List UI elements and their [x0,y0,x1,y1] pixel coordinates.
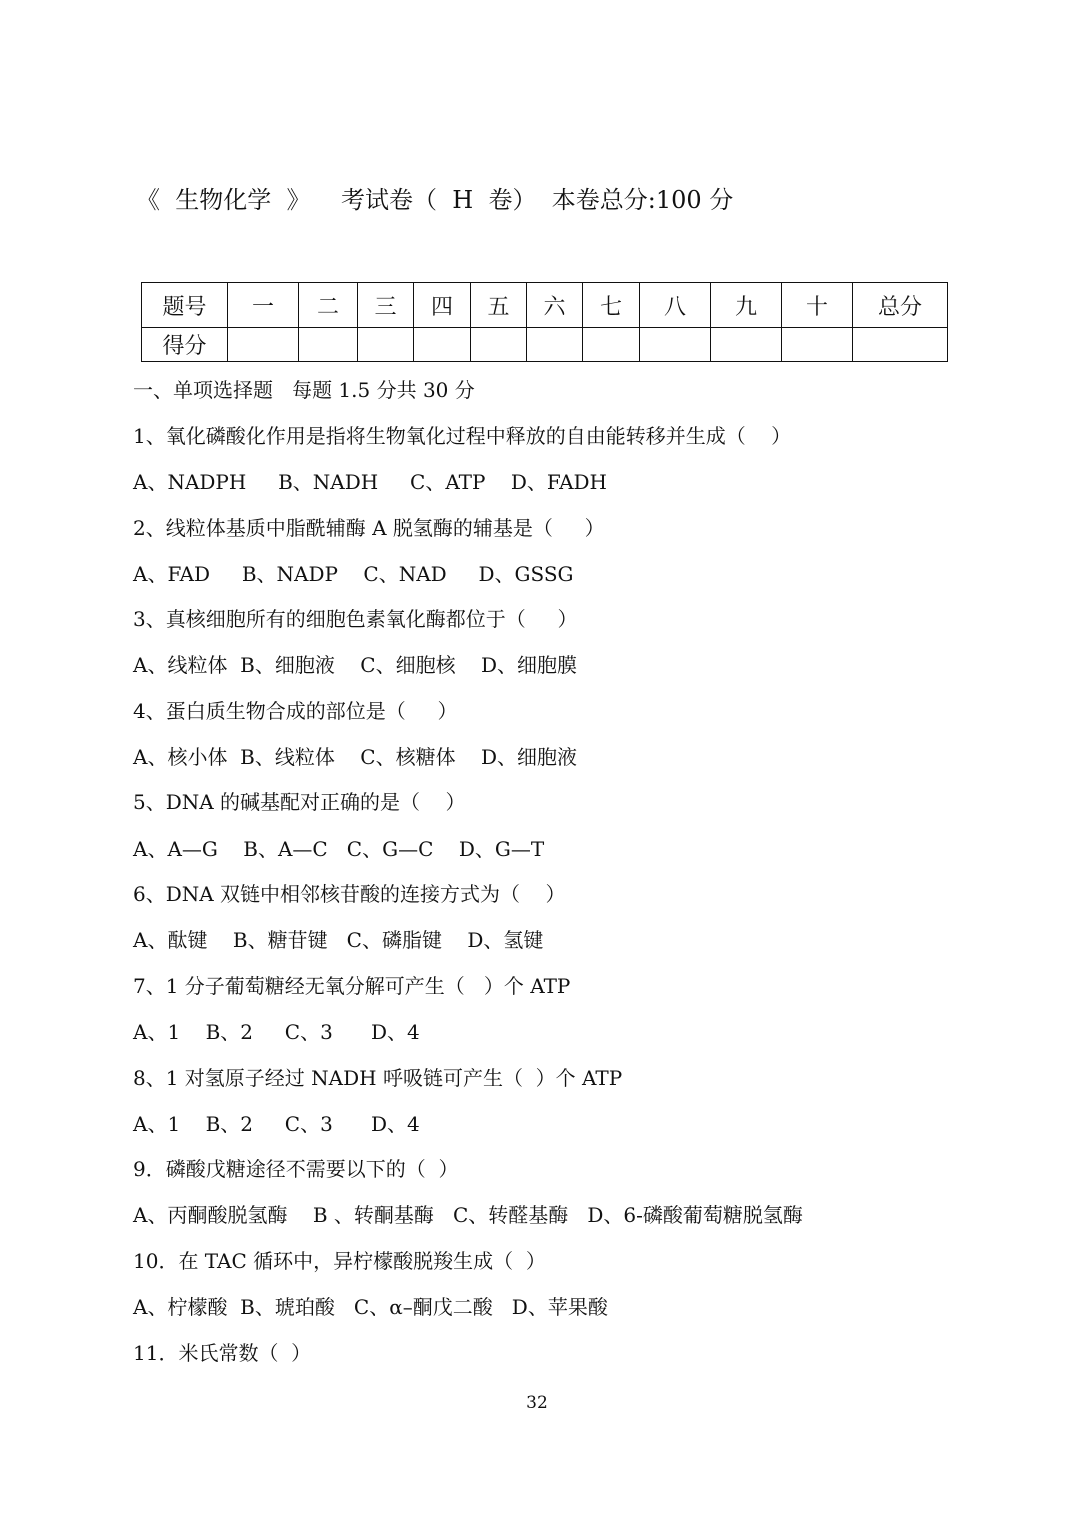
score-header-cell: 九 [711,283,782,328]
score-header-cell: 三 [358,283,414,328]
exam-title: 《 生物化学 》 考试卷（ H 卷） 本卷总分:100 分 [136,186,734,214]
question-text: 10．在 TAC 循环中，异柠檬酸脱羧生成（ ） [133,1249,546,1273]
score-header-cell: 题号 [142,283,228,328]
answer-options: A、A—G B、A—C C、G—C D、G—T [133,837,545,861]
question-text: 4、蛋白质生物合成的部位是（ ） [133,699,458,723]
score-cell [228,328,299,362]
score-header-cell: 七 [583,283,640,328]
score-table-header-row [142,283,948,328]
section-heading: 一、单项选择题 每题 1.5 分共 30 分 [133,378,475,402]
score-cell [853,328,948,362]
question-text: 7、1 分子葡萄糖经无氧分解可产生（ ）个 ATP [133,974,571,998]
answer-options: A、柠檬酸 B、琥珀酸 C、α–酮戊二酸 D、苹果酸 [133,1295,608,1319]
answer-options: A、1 B、2 C、3 D、4 [133,1020,420,1044]
question-text: 9．磷酸戊糖途径不需要以下的（ ） [133,1157,459,1181]
answer-options: A、线粒体 B、细胞液 C、细胞核 D、细胞膜 [133,653,578,677]
answer-options: A、FAD B、NADP C、NAD D、GSSG [133,562,574,586]
score-cell [471,328,527,362]
page-number: 32 [526,1393,548,1413]
question-text: 5、DNA 的碱基配对正确的是（ ） [133,790,466,814]
score-cell [640,328,711,362]
question-text: 11．米氏常数（ ） [133,1341,312,1365]
question-text: 6、DNA 双链中相邻核苷酸的连接方式为（ ） [133,882,566,906]
score-header-cell: 二 [299,283,358,328]
question-text: 3、真核细胞所有的细胞色素氧化酶都位于（ ） [133,607,578,631]
score-header-cell: 一 [228,283,299,328]
score-cell [782,328,853,362]
score-header-cell: 六 [527,283,583,328]
score-header-cell: 总分 [853,283,948,328]
answer-options: A、1 B、2 C、3 D、4 [133,1112,420,1136]
score-header-cell: 八 [640,283,711,328]
answer-options: A、核小体 B、线粒体 C、核糖体 D、细胞液 [133,745,578,769]
question-text: 2、线粒体基质中脂酰辅酶 A 脱氢酶的辅基是（ ） [133,516,605,540]
score-cell [358,328,414,362]
score-header-cell: 四 [414,283,471,328]
question-text: 8、1 对氢原子经过 NADH 呼吸链可产生（ ）个 ATP [133,1066,623,1090]
score-cell [583,328,640,362]
score-header-cell: 十 [782,283,853,328]
score-table-score-row [142,328,948,362]
score-row-label: 得分 [142,328,228,362]
score-cell [527,328,583,362]
score-table [141,282,948,362]
score-cell [414,328,471,362]
score-header-cell: 五 [471,283,527,328]
answer-options: A、丙酮酸脱氢酶 B 、转酮基酶 C、转醛基酶 D、6-磷酸葡萄糖脱氢酶 [133,1203,803,1227]
answer-options: A、NADPH B、NADH C、ATP D、FADH [133,470,607,494]
score-cell [711,328,782,362]
answer-options: A、酞键 B、糖苷键 C、磷脂键 D、氢键 [133,928,544,952]
question-text: 1、氧化磷酸化作用是指将生物氧化过程中释放的自由能转移并生成（ ） [133,424,792,448]
score-cell [299,328,358,362]
